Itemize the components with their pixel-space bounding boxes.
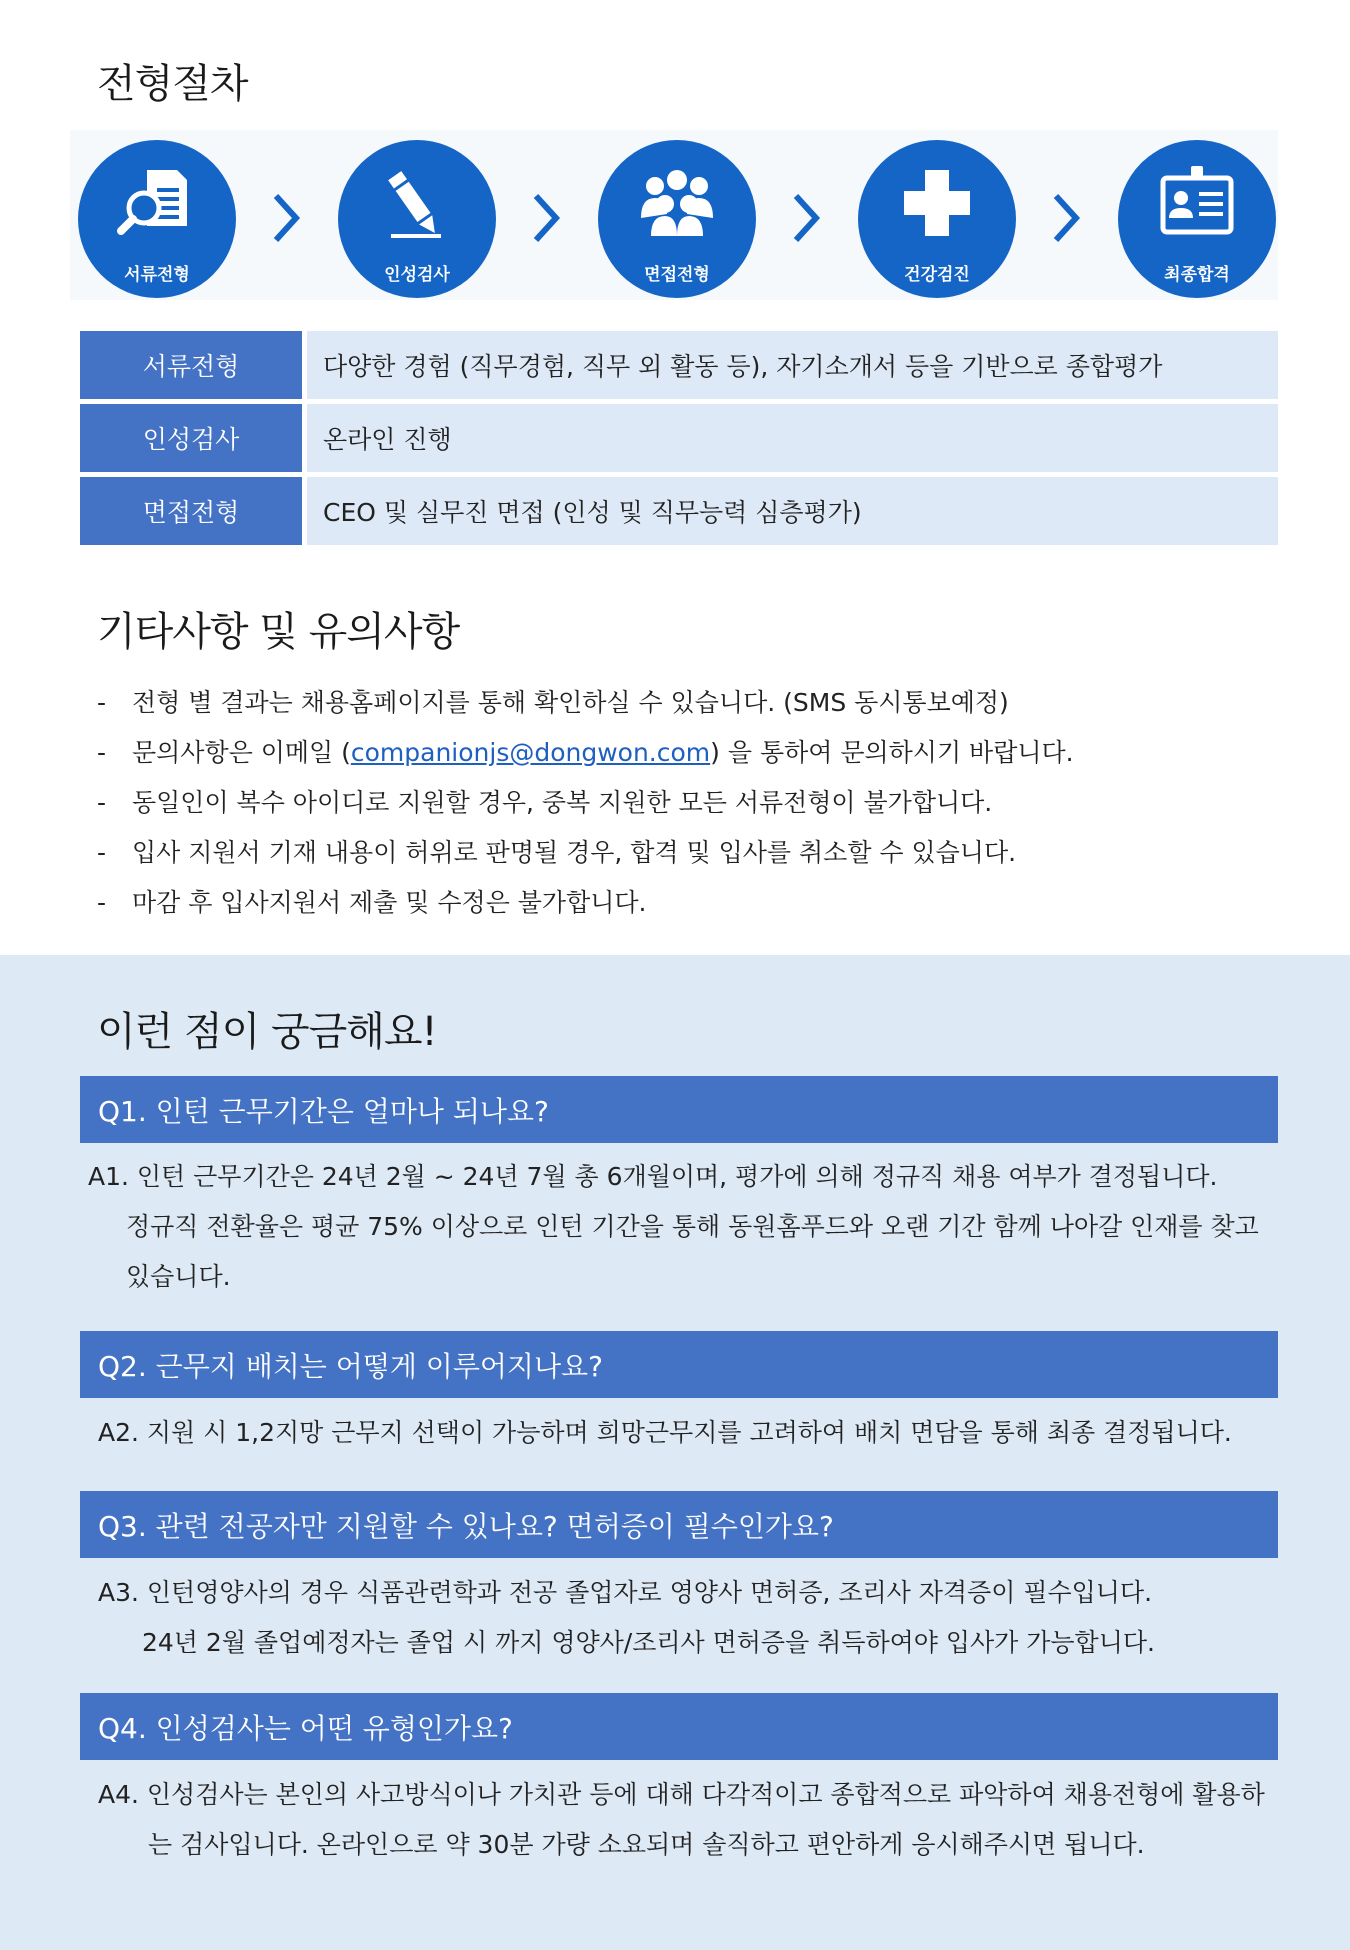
step-label: 건강검진: [904, 265, 970, 285]
faq-question: Q2. 근무지 배치는 어떻게 이루어지나요?: [80, 1331, 1278, 1398]
table-value: 다양한 경험 (직무경험, 직무 외 활동 등), 자기소개서 등을 기반으로 종합평가: [307, 331, 1278, 399]
id-badge-icon: [1157, 164, 1237, 244]
chevron-right-icon: [786, 188, 826, 248]
list-item: [97, 728, 1247, 778]
bullet-dash: -: [97, 738, 107, 767]
table-row: [80, 404, 1278, 472]
email-link[interactable]: companionjs@dongwon.com: [350, 738, 711, 767]
list-item: [97, 678, 1247, 728]
step-label: 서류전형: [124, 265, 190, 285]
step-interview: [598, 140, 756, 298]
bullet-dash: -: [97, 888, 107, 917]
note-text: 전형 별 결과는 채용홈페이지를 통해 확인하실 수 있습니다. (SMS 동시통보예정): [132, 688, 1009, 717]
medical-cross-icon: [897, 164, 977, 244]
note-text: 동일인이 복수 아이디로 지원할 경우, 중복 지원한 모든 서류전형이 불가합니다.: [132, 788, 993, 817]
chevron-right-icon: [526, 188, 566, 248]
section-title-faq: 이런 점이 궁금해요!: [97, 1009, 437, 1055]
bullet-dash: -: [97, 788, 107, 817]
bullet-dash: -: [97, 688, 107, 717]
notes-list: [97, 678, 1247, 928]
step-health-checkup: [858, 140, 1016, 298]
list-item: [97, 878, 1247, 928]
people-group-icon: [637, 164, 717, 244]
section-title-notes: 기타사항 및 유의사항: [97, 609, 460, 655]
step-document-screening: [78, 140, 236, 298]
list-item: [97, 828, 1247, 878]
list-item: [97, 778, 1247, 828]
faq-answer: 있습니다.: [126, 1262, 231, 1291]
bullet-dash: -: [97, 838, 107, 867]
table-key: 면접전형: [80, 477, 302, 545]
faq-question: Q3. 관련 전공자만 지원할 수 있나요? 면허증이 필수인가요?: [80, 1491, 1278, 1558]
faq-answer: 24년 2월 졸업예정자는 졸업 시 까지 영양사/조리사 면허증을 취득하여야 입사가 가능합니다.: [142, 1628, 1155, 1657]
note-text: 입사 지원서 기재 내용이 허위로 판명될 경우, 합격 및 입사를 취소할 수 있습니다.: [132, 838, 1017, 867]
table-value: 온라인 진행: [307, 404, 1278, 472]
process-steps: [70, 130, 1278, 300]
table-key: 서류전형: [80, 331, 302, 399]
faq-answer: A3. 인턴영양사의 경우 식품관련학과 전공 졸업자로 영양사 면허증, 조리사 자격증이 필수입니다.: [98, 1578, 1153, 1607]
note-text: 문의사항은 이메일 (: [132, 738, 351, 767]
pencil-icon: [377, 164, 457, 244]
note-text: ) 을 통하여 문의하시기 바랍니다.: [710, 738, 1074, 767]
table-key: 인성검사: [80, 404, 302, 472]
faq-answer: 는 검사입니다. 온라인으로 약 30분 가량 소요되며 솔직하고 편안하게 응시해주시면 됩니다.: [148, 1830, 1145, 1859]
faq-answer: A2. 지원 시 1,2지망 근무지 선택이 가능하며 희망근무지를 고려하여 배치 면담을 통해 최종 결정됩니다.: [98, 1418, 1232, 1447]
chevron-right-icon: [266, 188, 306, 248]
step-label: 면접전형: [644, 265, 710, 285]
table-row: [80, 477, 1278, 545]
step-final-acceptance: [1118, 140, 1276, 298]
faq-question: Q1. 인턴 근무기간은 얼마나 되나요?: [80, 1076, 1278, 1143]
step-personality-test: [338, 140, 496, 298]
table-value: CEO 및 실무진 면접 (인성 및 직무능력 심층평가): [307, 477, 1278, 545]
faq-answer: 정규직 전환율은 평균 75% 이상으로 인턴 기간을 통해 동원홈푸드와 오랜 기간 함께 나아갈 인재를 찾고: [126, 1212, 1259, 1241]
table-row: [80, 331, 1278, 399]
faq-question: Q4. 인성검사는 어떤 유형인가요?: [80, 1693, 1278, 1760]
section-title-process: 전형절차: [97, 61, 248, 107]
faq-answer: A4. 인성검사는 본인의 사고방식이나 가치관 등에 대해 다각적이고 종합적으로 파악하여 채용전형에 활용하: [98, 1780, 1265, 1809]
note-text: 마감 후 입사지원서 제출 및 수정은 불가합니다.: [132, 888, 647, 917]
document-search-icon: [117, 164, 197, 244]
step-label: 인성검사: [384, 265, 450, 285]
step-label: 최종합격: [1164, 265, 1230, 285]
faq-answer: A1. 인턴 근무기간은 24년 2월 ~ 24년 7월 총 6개월이며, 평가에 의해 정규직 채용 여부가 결정됩니다.: [88, 1162, 1218, 1191]
chevron-right-icon: [1046, 188, 1086, 248]
